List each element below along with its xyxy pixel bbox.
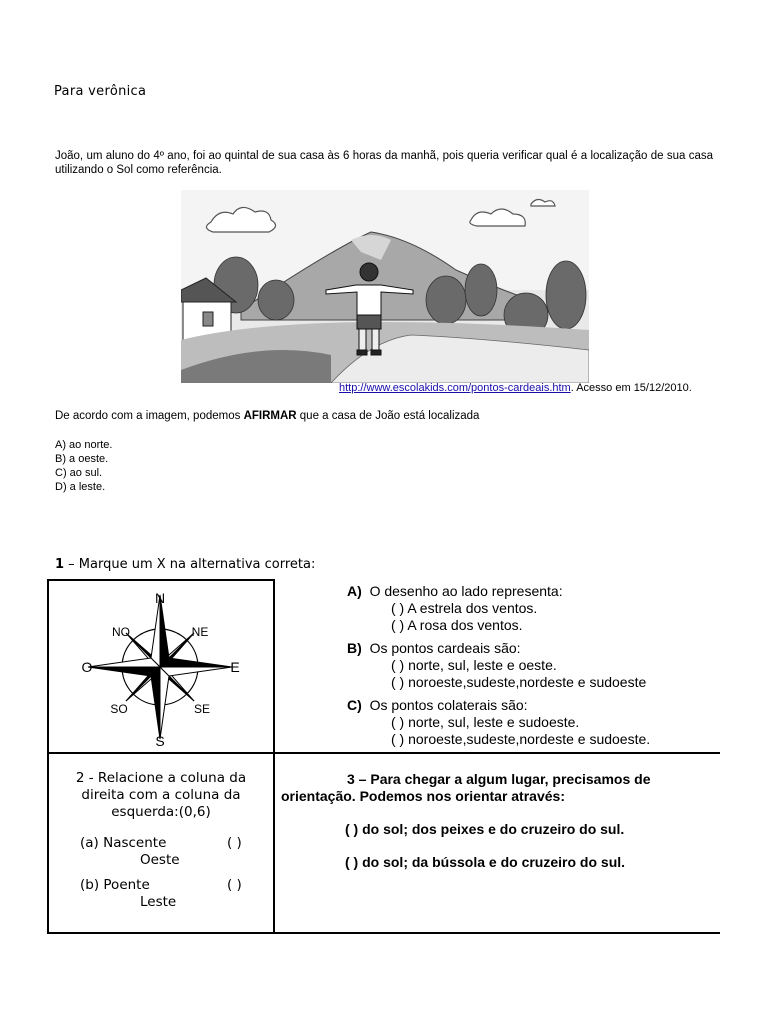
q2-a-left: (a) Nascente xyxy=(80,835,167,851)
question-post: que a casa de João está localizada xyxy=(296,410,480,422)
compass-o: O xyxy=(81,659,93,675)
q2-line-1: 2 - Relacione a coluna da xyxy=(75,770,247,786)
q1-number: 1 xyxy=(55,557,65,572)
compass-cell xyxy=(48,580,274,753)
q2-b-right: Leste xyxy=(140,894,177,910)
question-text xyxy=(55,410,479,422)
question-3-cell xyxy=(274,753,720,933)
question-2-cell xyxy=(48,753,274,933)
compass-n: N xyxy=(154,590,166,606)
q3-option-2[interactable]: ( ) do sol; da bússola e do cruzeiro do sul. xyxy=(345,854,626,870)
q2-a-right: Oeste xyxy=(140,852,180,868)
compass-se: SE xyxy=(193,702,211,716)
question-bold: AFIRMAR xyxy=(243,410,297,422)
compass-no: NO xyxy=(112,625,130,639)
q3-line-2: orientação. Podemos nos orientar através: xyxy=(281,788,565,804)
q2-a-paren[interactable]: ( ) xyxy=(227,835,242,851)
qa-b-option-1[interactable]: ( ) norte, sul, leste e oeste. xyxy=(391,657,557,673)
q1-text: – Marque um X na alternativa correta: xyxy=(64,557,316,572)
credit-suffix: . Acesso em 15/12/2010. xyxy=(570,382,692,394)
q3-line-1: 3 – Para chegar a algum lugar, precisamos de xyxy=(347,771,651,787)
compass-so: SO xyxy=(110,702,128,716)
qa-b-label: B) xyxy=(347,640,362,656)
q2-b-left: (b) Poente xyxy=(80,877,150,893)
exercise-table xyxy=(47,579,720,934)
q3-option-1[interactable]: ( ) do sol; dos peixes e do cruzeiro do sul. xyxy=(345,821,625,837)
compass-ne: NE xyxy=(191,625,209,639)
qa-b-option-2[interactable]: ( ) noroeste,sudeste,nordeste e sudoeste xyxy=(391,674,647,690)
q2-line-3: esquerda:(0,6) xyxy=(111,804,211,820)
answer-options xyxy=(55,438,112,494)
qa-c-option-1[interactable]: ( ) norte, sul, leste e sudoeste. xyxy=(391,714,580,730)
qa-a-option-2[interactable]: ( ) A rosa dos ventos. xyxy=(391,617,523,633)
option-a: A) ao norte. xyxy=(55,439,113,451)
compass-rose-icon xyxy=(49,581,273,747)
intro-paragraph: João, um aluno do 4º ano, foi ao quintal de sua casa às 6 horas da manhã, pois queria verificar qual é a localização de sua casa utilizando o Sol como referência. xyxy=(55,150,713,176)
qa-a-option-1[interactable]: ( ) A estrela dos ventos. xyxy=(391,600,538,616)
option-d: D) a leste. xyxy=(55,481,106,493)
qa-c-label: C) xyxy=(347,697,362,713)
option-c: C) ao sul. xyxy=(55,467,103,479)
question-1-cell xyxy=(274,580,720,753)
qa-a-label: A) xyxy=(347,583,362,599)
question-pre: De acordo com a imagem, podemos xyxy=(55,410,244,422)
question-1-heading xyxy=(55,557,315,572)
credit-link[interactable]: http://www.escolakids.com/pontos-cardeais.htm xyxy=(339,382,571,394)
q2-b-paren[interactable]: ( ) xyxy=(227,877,242,893)
q2-line-2: direita com a coluna da xyxy=(81,787,241,803)
image-credit xyxy=(339,382,692,394)
compass-e: E xyxy=(230,659,240,675)
qa-c-option-2[interactable]: ( ) noroeste,sudeste,nordeste e sudoeste. xyxy=(391,731,651,747)
qa-b-text: Os pontos cardeais são: xyxy=(369,640,521,656)
qa-a-text: O desenho ao lado representa: xyxy=(369,583,563,599)
landscape-illustration xyxy=(181,190,589,383)
qa-c-text: Os pontos colaterais são: xyxy=(369,697,528,713)
option-b: B) a oeste. xyxy=(55,453,109,465)
page-title: Para verônica xyxy=(54,84,147,99)
compass-s: S xyxy=(155,733,165,747)
